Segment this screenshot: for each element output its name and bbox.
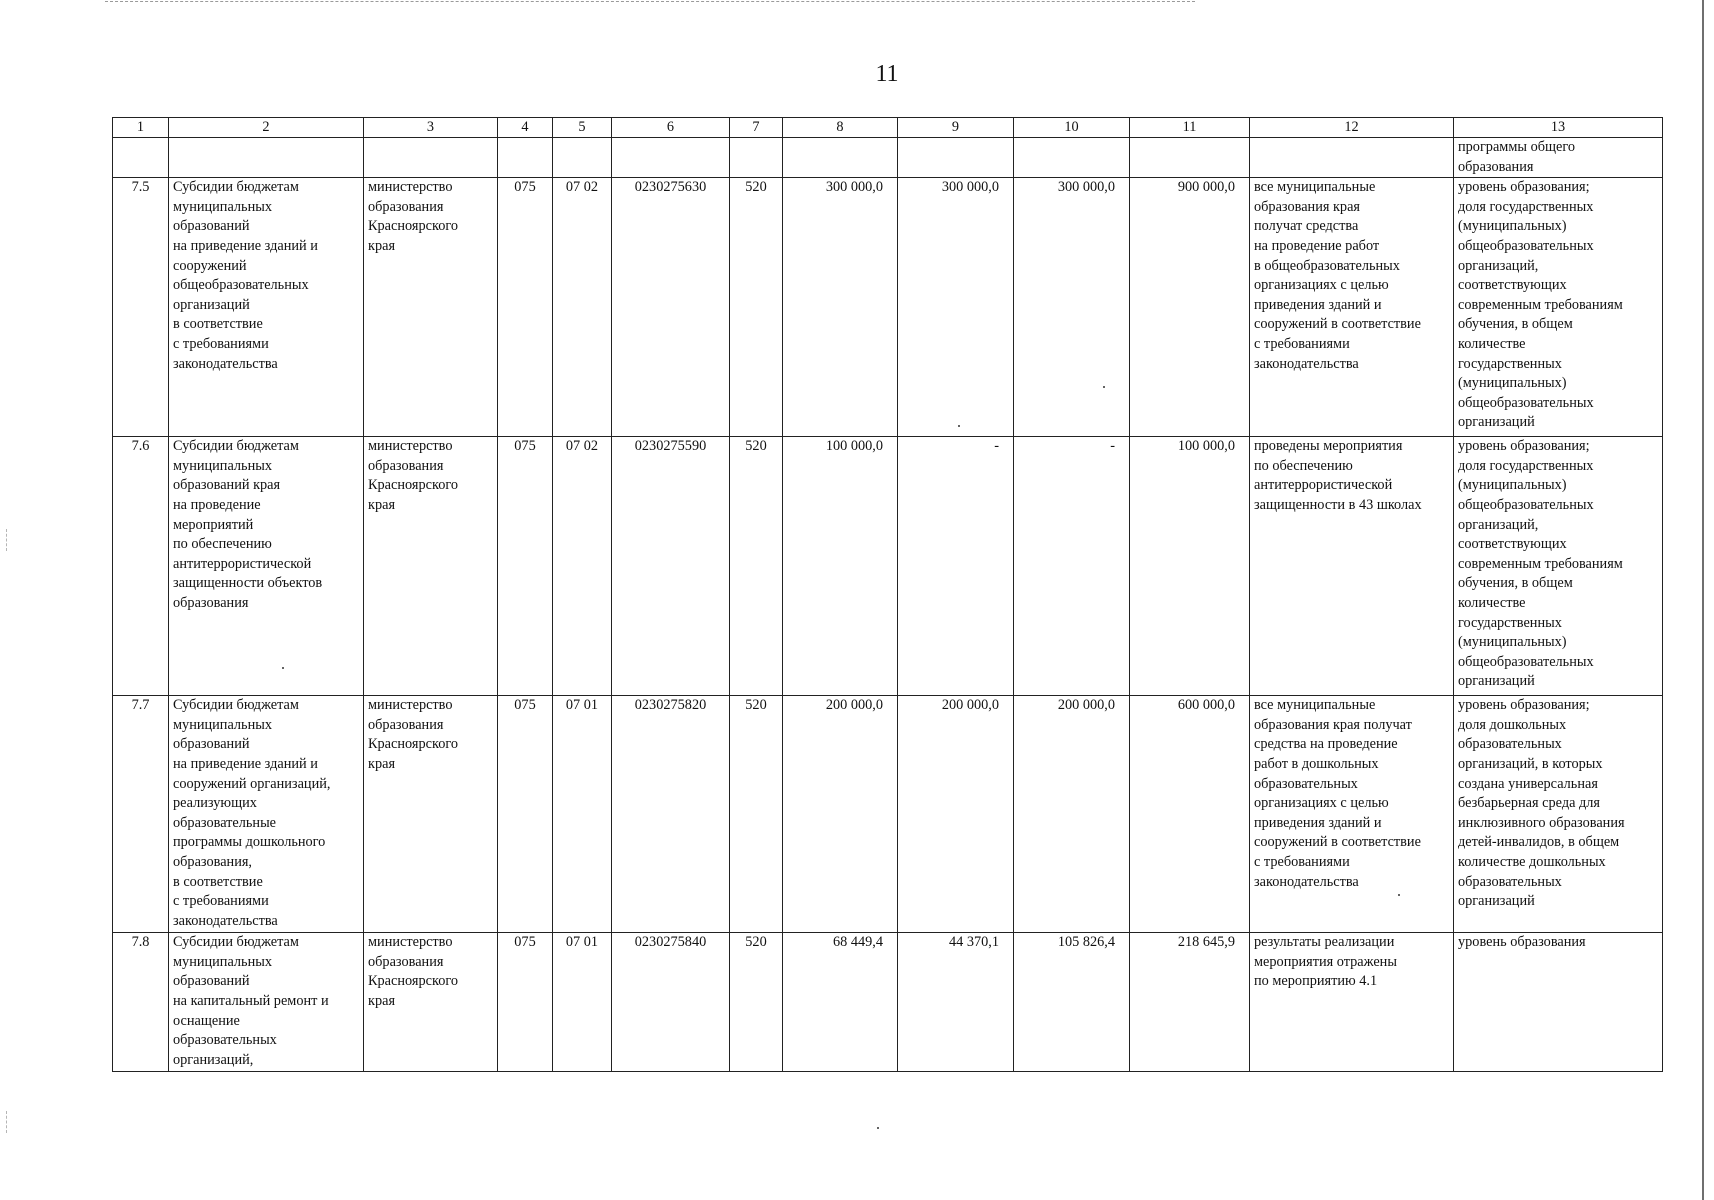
empty-cell <box>783 138 898 178</box>
expected-result-line: сооружений в соответствие <box>1254 316 1421 333</box>
executor-line: края <box>368 992 396 1009</box>
executor-cell <box>364 696 498 933</box>
measure-name-line: муниципальных <box>173 716 272 733</box>
indicator-line: (муниципальных) <box>1458 218 1567 235</box>
indicator-line: современным требованиям <box>1458 296 1623 313</box>
measure-name-line: образований <box>173 736 250 753</box>
indicator-line: доля государственных <box>1458 198 1594 215</box>
measure-name-cell <box>169 437 364 696</box>
indicator-line: количестве <box>1458 335 1526 352</box>
target-item-code-cell: 0230275840 <box>612 933 730 1072</box>
indicator-line: общеобразовательных <box>1458 237 1594 254</box>
indicator-line: организаций, <box>1458 257 1539 274</box>
indicator-line: образования <box>1458 158 1534 175</box>
measure-name-line: сооружений <box>173 257 247 274</box>
amount-year-1-cell: 100 000,0 <box>783 437 898 696</box>
measure-name-line: образования <box>173 594 249 611</box>
measure-name-line: организаций <box>173 296 250 313</box>
column-number-header: 11 <box>1130 118 1250 138</box>
empty-cell <box>898 138 1014 178</box>
expected-result-line: по мероприятию 4.1 <box>1254 973 1378 990</box>
executor-line: Красноярского <box>368 218 458 235</box>
empty-cell <box>364 138 498 178</box>
expected-result-line: с требованиями <box>1254 853 1350 870</box>
item-number-cell: 7.7 <box>113 696 169 933</box>
column-number-header: 4 <box>498 118 553 138</box>
measure-name-line: организаций, <box>173 1051 254 1068</box>
executor-line: края <box>368 755 396 772</box>
scan-speck <box>958 425 960 427</box>
grbs-code-cell: 075 <box>498 933 553 1072</box>
expected-result-line: по обеспечению <box>1254 457 1353 474</box>
measure-name-line: мероприятий <box>173 516 254 533</box>
measure-name-line: муниципальных <box>173 198 272 215</box>
indicator-cell <box>1454 178 1663 437</box>
empty-cell <box>1250 138 1454 178</box>
executor-line: Красноярского <box>368 736 458 753</box>
expected-result-line: законодательства <box>1254 355 1359 372</box>
empty-cell <box>169 138 364 178</box>
measure-name-line: на проведение <box>173 496 261 513</box>
expected-result-line: организациях с целью <box>1254 277 1389 294</box>
measure-name-line: реализующих <box>173 795 257 812</box>
empty-cell <box>113 138 169 178</box>
measure-name-line: образований <box>173 973 250 990</box>
executor-line: министерство <box>368 697 453 714</box>
indicator-cell <box>1454 933 1663 1072</box>
indicator-line: детей-инвалидов, в общем <box>1458 834 1620 851</box>
column-number-header: 3 <box>364 118 498 138</box>
expected-result-line: образовательных <box>1254 775 1358 792</box>
expected-result-line: антитеррористической <box>1254 477 1393 494</box>
amount-total-cell: 218 645,9 <box>1130 933 1250 1072</box>
indicator-line: количестве дошкольных <box>1458 853 1606 870</box>
section-code-cell: 07 02 <box>553 178 612 437</box>
table-row <box>113 178 1663 437</box>
measure-name-line: оснащение <box>173 1012 240 1029</box>
budget-measures-table <box>112 117 1663 1072</box>
item-number-cell: 7.5 <box>113 178 169 437</box>
amount-year-2-cell: 200 000,0 <box>898 696 1014 933</box>
expected-result-line: образования края получат <box>1254 716 1412 733</box>
expected-result-line: сооружений в соответствие <box>1254 834 1421 851</box>
column-number-header: 2 <box>169 118 364 138</box>
measure-name-line: образований края <box>173 477 281 494</box>
item-number-cell: 7.8 <box>113 933 169 1072</box>
measure-name-line: в соответствие <box>173 873 263 890</box>
indicator-line: организаций <box>1458 893 1535 910</box>
measure-name-line: Субсидии бюджетам <box>173 438 299 455</box>
executor-line: образования <box>368 716 444 733</box>
column-number-header: 8 <box>783 118 898 138</box>
indicator-line: государственных <box>1458 355 1562 372</box>
executor-cell <box>364 437 498 696</box>
amount-total-cell: 100 000,0 <box>1130 437 1250 696</box>
section-code-cell: 07 01 <box>553 933 612 1072</box>
expected-result-line: законодательства <box>1254 873 1359 890</box>
scan-speck <box>282 667 284 669</box>
measure-name-line: с требованиями <box>173 893 269 910</box>
indicator-line: организаций, в которых <box>1458 755 1603 772</box>
measure-name-line: образований <box>173 218 250 235</box>
amount-total-cell: 900 000,0 <box>1130 178 1250 437</box>
scan-speck <box>877 1127 879 1129</box>
scan-top-rule <box>105 1 1195 2</box>
measure-name-line: на приведение зданий и <box>173 237 318 254</box>
measure-name-line: сооружений организаций, <box>173 775 331 792</box>
expected-result-line: в общеобразовательных <box>1254 257 1400 274</box>
executor-line: образования <box>368 953 444 970</box>
indicator-line: общеобразовательных <box>1458 394 1594 411</box>
column-number-header: 10 <box>1014 118 1130 138</box>
expected-result-cell <box>1250 696 1454 933</box>
measure-name-line: программы дошкольного <box>173 834 326 851</box>
indicator-line: организаций, <box>1458 516 1539 533</box>
expected-result-line: все муниципальные <box>1254 697 1376 714</box>
executor-line: образования <box>368 457 444 474</box>
grbs-code-cell: 075 <box>498 178 553 437</box>
expected-result-line: получат средства <box>1254 218 1359 235</box>
indicator-line: соответствующих <box>1458 536 1567 553</box>
expected-result-line: приведения зданий и <box>1254 814 1382 831</box>
column-number-header: 5 <box>553 118 612 138</box>
measure-name-line: в соответствие <box>173 316 263 333</box>
indicator-line: количестве <box>1458 594 1526 611</box>
expected-result-line: приведения зданий и <box>1254 296 1382 313</box>
grbs-code-cell: 075 <box>498 696 553 933</box>
measure-name-line: антитеррористической <box>173 555 312 572</box>
expected-result-cell <box>1250 178 1454 437</box>
indicator-line: доля государственных <box>1458 457 1594 474</box>
target-item-code-cell: 0230275630 <box>612 178 730 437</box>
expense-type-code-cell: 520 <box>730 933 783 1072</box>
expected-result-line: мероприятия отражены <box>1254 953 1397 970</box>
amount-year-3-cell: 105 826,4 <box>1014 933 1130 1072</box>
measure-name-line: законодательства <box>173 355 278 372</box>
indicator-line: общеобразовательных <box>1458 653 1594 670</box>
empty-cell <box>1014 138 1130 178</box>
expected-result-line: все муниципальные <box>1254 179 1376 196</box>
expense-type-code-cell: 520 <box>730 178 783 437</box>
expected-result-line: результаты реализации <box>1254 934 1395 951</box>
indicator-line: организаций <box>1458 673 1535 690</box>
indicator-line: уровень образования; <box>1458 179 1590 196</box>
executor-line: Красноярского <box>368 477 458 494</box>
expense-type-code-cell: 520 <box>730 696 783 933</box>
indicator-cell <box>1454 696 1663 933</box>
expense-type-code-cell: 520 <box>730 437 783 696</box>
column-number-header: 12 <box>1250 118 1454 138</box>
measure-name-line: образования, <box>173 853 252 870</box>
amount-year-1-cell: 200 000,0 <box>783 696 898 933</box>
indicator-line: образовательных <box>1458 873 1562 890</box>
executor-line: Красноярского <box>368 973 458 990</box>
indicator-line: (муниципальных) <box>1458 375 1567 392</box>
measure-name-cell <box>169 933 364 1072</box>
amount-year-2-cell: 300 000,0 <box>898 178 1014 437</box>
column-number-header: 6 <box>612 118 730 138</box>
indicator-line: образовательных <box>1458 736 1562 753</box>
indicator-line: (муниципальных) <box>1458 634 1567 651</box>
expected-result-line: на проведение работ <box>1254 237 1380 254</box>
measure-name-line: защищенности объектов <box>173 575 323 592</box>
expected-result-cell <box>1250 437 1454 696</box>
expected-result-line: защищенности в 43 школах <box>1254 496 1422 513</box>
amount-year-1-cell: 300 000,0 <box>783 178 898 437</box>
indicator-line: обучения, в общем <box>1458 575 1573 592</box>
indicator-line: доля дошкольных <box>1458 716 1567 733</box>
measure-name-line: муниципальных <box>173 953 272 970</box>
section-code-cell: 07 02 <box>553 437 612 696</box>
measure-name-line: на капитальный ремонт и <box>173 992 329 1009</box>
measure-name-line: законодательства <box>173 912 278 929</box>
column-number-header: 9 <box>898 118 1014 138</box>
page-number: 11 <box>875 61 899 87</box>
amount-year-1-cell: 68 449,4 <box>783 933 898 1072</box>
indicator-line: обучения, в общем <box>1458 316 1573 333</box>
scan-page-edge <box>1702 0 1704 1200</box>
indicator-line: уровень образования; <box>1458 697 1590 714</box>
indicator-cell <box>1454 138 1663 178</box>
measure-name-cell <box>169 178 364 437</box>
table-row <box>113 696 1663 933</box>
indicator-line: создана универсальная <box>1458 775 1598 792</box>
measure-name-line: по обеспечению <box>173 536 272 553</box>
amount-year-2-cell: - <box>898 437 1014 696</box>
measure-name-line: образовательные <box>173 814 277 831</box>
empty-cell <box>1130 138 1250 178</box>
indicator-line: организаций <box>1458 414 1535 431</box>
column-number-row <box>113 118 1663 138</box>
measure-name-line: Субсидии бюджетам <box>173 179 299 196</box>
expected-result-line: работ в дошкольных <box>1254 755 1379 772</box>
measure-name-line: муниципальных <box>173 457 272 474</box>
column-number-header: 1 <box>113 118 169 138</box>
indicator-cell <box>1454 437 1663 696</box>
expected-result-line: с требованиями <box>1254 335 1350 352</box>
scan-margin-mark <box>6 529 7 551</box>
executor-line: министерство <box>368 179 453 196</box>
executor-line: края <box>368 496 396 513</box>
executor-line: образования <box>368 198 444 215</box>
indicator-line: уровень образования; <box>1458 438 1590 455</box>
item-number-cell: 7.6 <box>113 437 169 696</box>
continuation-row <box>113 138 1663 178</box>
amount-year-3-cell: 200 000,0 <box>1014 696 1130 933</box>
amount-year-2-cell: 44 370,1 <box>898 933 1014 1072</box>
indicator-line: общеобразовательных <box>1458 496 1594 513</box>
section-code-cell: 07 01 <box>553 696 612 933</box>
measure-name-line: Субсидии бюджетам <box>173 697 299 714</box>
expected-result-line: проведены мероприятия <box>1254 438 1403 455</box>
executor-line: министерство <box>368 934 453 951</box>
expected-result-line: образования края <box>1254 198 1361 215</box>
column-number-header: 13 <box>1454 118 1663 138</box>
table-row <box>113 933 1663 1072</box>
indicator-line: уровень образования <box>1458 934 1586 951</box>
measure-name-line: на приведение зданий и <box>173 755 318 772</box>
indicator-line: (муниципальных) <box>1458 477 1567 494</box>
indicator-line: соответствующих <box>1458 277 1567 294</box>
indicator-line: безбарьерная среда для <box>1458 795 1601 812</box>
column-number-header: 7 <box>730 118 783 138</box>
scan-speck <box>1103 386 1105 388</box>
expected-result-line: средства на проведение <box>1254 736 1398 753</box>
executor-line: края <box>368 237 396 254</box>
expected-result-cell <box>1250 933 1454 1072</box>
target-item-code-cell: 0230275820 <box>612 696 730 933</box>
indicator-line: инклюзивного образования <box>1458 814 1625 831</box>
executor-line: министерство <box>368 438 453 455</box>
amount-total-cell: 600 000,0 <box>1130 696 1250 933</box>
measure-name-line: образовательных <box>173 1032 277 1049</box>
grbs-code-cell: 075 <box>498 437 553 696</box>
measure-name-cell <box>169 696 364 933</box>
expected-result-line: организациях с целью <box>1254 795 1389 812</box>
target-item-code-cell: 0230275590 <box>612 437 730 696</box>
table-row <box>113 437 1663 696</box>
executor-cell <box>364 178 498 437</box>
empty-cell <box>498 138 553 178</box>
executor-cell <box>364 933 498 1072</box>
amount-year-3-cell: - <box>1014 437 1130 696</box>
empty-cell <box>612 138 730 178</box>
measure-name-line: общеобразовательных <box>173 277 309 294</box>
measure-name-line: Субсидии бюджетам <box>173 934 299 951</box>
scan-speck <box>1398 894 1400 896</box>
scan-margin-mark <box>6 1111 7 1133</box>
measure-name-line: с требованиями <box>173 335 269 352</box>
empty-cell <box>553 138 612 178</box>
indicator-line: государственных <box>1458 614 1562 631</box>
indicator-line: современным требованиям <box>1458 555 1623 572</box>
indicator-line: программы общего <box>1458 139 1576 155</box>
amount-year-3-cell: 300 000,0 <box>1014 178 1130 437</box>
empty-cell <box>730 138 783 178</box>
